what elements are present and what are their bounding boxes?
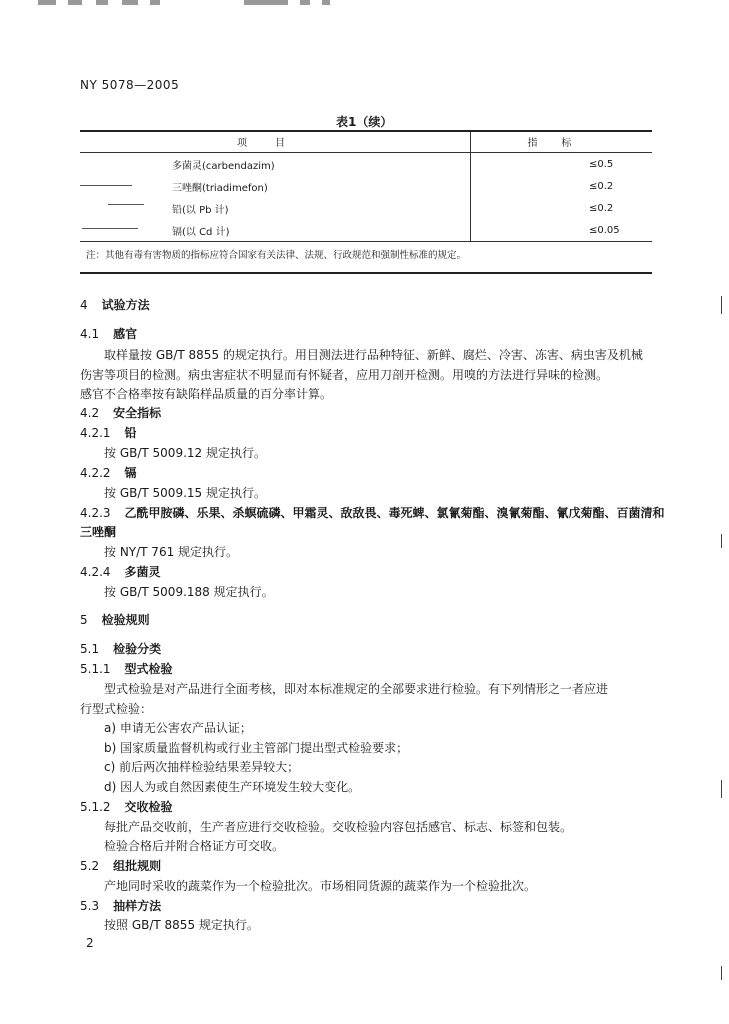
paragraph: 取样量按 GB/T 8855 的规定执行。用目测法进行品种特征、新鲜、腐烂、冷害、冻害、病虫害及机械 (104, 348, 643, 362)
table-dash-line (108, 204, 144, 205)
heading-4-2-2: 4.2.2 镉 (80, 466, 137, 480)
row-item: 多菌灵(carbendazim) (80, 153, 471, 176)
heading-4: 4 试验方法 (80, 298, 150, 312)
spec-table (80, 130, 652, 266)
row-limit: ≤0.2 (589, 180, 614, 192)
heading-4-2-3: 4.2.3 乙酰甲胺磷、乐果、杀螟硫磷、甲霜灵、敌敌畏、毒死蜱、氯氰菊酯、溴氰菊酯、氰戊菊酯、百菌清和 (80, 506, 665, 520)
table-row (80, 219, 652, 242)
paragraph: 型式检验是对产品进行全面考核，即对本标准规定的全部要求进行检验。有下列情形之一者应进 (104, 682, 609, 696)
heading-4-1: 4.1 感官 (80, 327, 138, 341)
paragraph: 每批产品交收前，生产者应进行交收检验。交收检验内容包括感官、标志、标签和包装。 (104, 820, 573, 834)
heading-4-2: 4.2 安全指标 (80, 406, 162, 420)
scan-edge-mark (721, 534, 722, 548)
paragraph: 按 GB/T 5009.188 规定执行。 (104, 585, 274, 599)
table-caption: 表1（续） (336, 115, 393, 129)
row-item: 镉(以 Cd 计) (80, 219, 471, 242)
paragraph: 感官不合格率按有缺陷样品质量的百分率计算。 (80, 387, 333, 401)
row-item: 三唑酮(triadimefon) (80, 175, 471, 197)
heading-5-1-2: 5.1.2 交收检验 (80, 800, 173, 814)
table-row (80, 153, 652, 176)
paragraph: 产地同时采收的蔬菜作为一个检验批次。市场相同货源的蔬菜作为一个检验批次。 (104, 879, 537, 893)
scan-edge-mark (721, 780, 722, 798)
column-header-item: 项目 (80, 130, 471, 153)
heading-5-2: 5.2 组批规则 (80, 859, 162, 873)
heading-5-3: 5.3 抽样方法 (80, 899, 162, 913)
heading-5-1-1: 5.1.1 型式检验 (80, 662, 173, 676)
heading-5: 5 检验规则 (80, 613, 150, 627)
table-dash-line (80, 185, 132, 186)
list-item: c) 前后两次抽样检验结果差异较大； (104, 760, 300, 774)
page-number: 2 (86, 936, 94, 950)
row-limit: ≤0.05 (589, 224, 620, 236)
standard-code: NY 5078—2005 (80, 78, 180, 92)
heading-4-2-3-continued: 三唑酮 (80, 525, 117, 539)
paragraph: 伤害等项目的检测。病虫害症状不明显而有怀疑者，应用刀剖开检测。用嗅的方法进行异味的检测。 (80, 368, 609, 382)
row-limit: ≤0.2 (589, 202, 614, 214)
list-item: d) 因人为或自然因素使生产环境发生较大变化。 (104, 780, 361, 794)
scan-edge-mark (721, 966, 722, 980)
table-note: 注：其他有毒有害物质的指标应符合国家有关法律、法规、行政规范和强制性标准的规定。 (80, 242, 652, 267)
heading-4-2-4: 4.2.4 多菌灵 (80, 565, 161, 579)
paragraph: 按 GB/T 5009.15 规定执行。 (104, 486, 266, 500)
list-item: b) 国家质量监督机构或行业主管部门提出型式检验要求； (104, 741, 409, 755)
row-item: 铅(以 Pb 计) (80, 197, 471, 219)
scan-edge-mark (721, 296, 722, 314)
table-dash-line (82, 228, 138, 229)
row-limit: ≤0.5 (589, 158, 614, 170)
heading-4-2-1: 4.2.1 铅 (80, 426, 137, 440)
paragraph: 按 NY/T 761 规定执行。 (104, 545, 239, 559)
scan-top-marks (38, 0, 338, 6)
table-row (80, 175, 652, 197)
table-row (80, 197, 652, 219)
heading-5-1: 5.1 检验分类 (80, 642, 162, 656)
list-item: a) 申请无公害农产品认证； (104, 721, 252, 735)
paragraph: 按照 GB/T 8855 规定执行。 (104, 918, 259, 932)
paragraph: 行型式检验： (80, 702, 153, 716)
paragraph: 按 GB/T 5009.12 规定执行。 (104, 446, 266, 460)
paragraph: 检验合格后并附合格证方可交收。 (104, 839, 285, 853)
column-header-limit: 指标 (471, 130, 653, 153)
